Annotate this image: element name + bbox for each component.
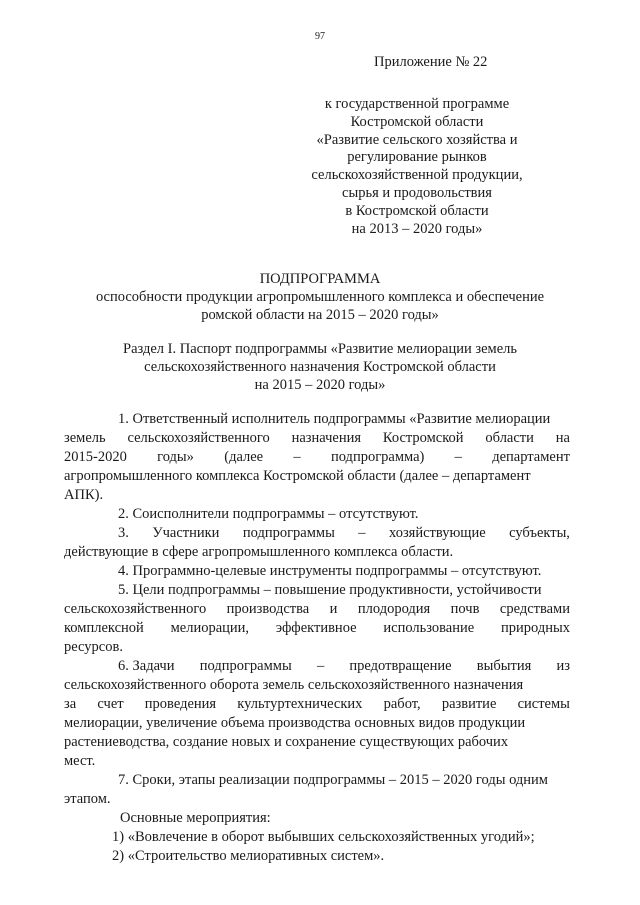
paragraph-line: этапом. [64,791,111,807]
appendix-ref-line: регулирование рынков [347,149,487,166]
subprogram-line: ромской области на 2015 – 2020 годы» [201,307,439,323]
section-heading [0,341,640,394]
appendix-ref-line: сельскохозяйственной продукции, [311,167,523,184]
activity-item: 2) «Строительство мелиоративных систем». [112,848,385,864]
paragraph-line: действующие в сфере агропромышленного комплекса области. [64,544,454,560]
word: и [329,601,338,617]
appendix-ref-line: «Развитие сельского хозяйства и [316,131,518,148]
word: подпрограммы [199,658,292,674]
word: из [556,658,570,674]
appendix-ref-line: в Костромской области [345,202,489,219]
subprogram-title: ПОДПРОГРАММА [259,271,381,287]
paragraph-line: 4. Программно-целевые инструменты подпрограммы – отсутствуют. [118,563,542,579]
word: департамент [492,449,570,465]
word: выбытия [476,658,532,674]
paragraph-line [64,695,570,714]
paragraph-line: растениеводства, создание новых и сохранение существующих рабочих [64,734,509,750]
word: Костромской [382,430,464,446]
activities-heading: Основные мероприятия: [120,810,271,826]
paragraph-line: 7. Сроки, этапы реализации подпрограммы – 2015 – 2020 годы одним [118,772,548,788]
word: Участники [152,525,220,541]
word: 3. [118,525,129,541]
paragraph-line [64,524,570,543]
word: проведения [144,696,217,712]
appendix-title: Приложение № 22 [374,54,488,70]
appendix-ref-line: Костромской области [350,113,484,130]
section-line: Раздел I. Паспорт подпрограммы «Развитие мелиорации земель [123,341,517,357]
paragraph-line: агропромышленного комплекса Костромской области (далее – департамент [64,468,531,484]
word: (далее [224,449,264,465]
word: 6. Задачи [118,658,175,674]
word: подпрограмма) [330,449,425,465]
appendix-ref-line: к государственной программе [324,96,510,112]
word: – [358,525,366,541]
word: плодородия [357,601,431,617]
word: культуртехнических [237,696,363,712]
word: сельскохозяйственного [127,430,270,446]
paragraph-line: 2. Соисполнители подпрограммы – отсутствуют. [118,506,419,522]
subprogram-line: оспособности продукции агропромышленного комплекса и обеспечение [95,289,545,305]
word: на [555,430,570,446]
word: использование [383,620,475,636]
appendix-ref-line: сырья и продовольствия [342,184,492,201]
word: работ, [383,696,421,712]
word: комплексной [64,620,144,636]
paragraph-line [64,657,570,676]
word: счет [97,696,124,712]
paragraph-line [64,600,570,619]
appendix-ref-line: на 2013 – 2020 годы» [351,220,483,237]
word: – [316,658,325,674]
word: почв [450,601,480,617]
word: подпрограммы [242,525,335,541]
paragraph-line [64,619,570,638]
paragraph-line: ресурсов. [64,639,123,655]
paragraph-line: сельскохозяйственного оборота земель сельскохозяйственного назначения [64,677,524,693]
word: развитие [441,696,497,712]
paragraph-line: мест. [64,753,96,769]
word: мелиорации, [170,620,250,636]
paragraph-line: АПК). [64,487,104,503]
word: сельскохозяйственного [64,601,207,617]
paragraph-line [64,429,570,448]
section-line: сельскохозяйственного назначения Костромской области [144,358,496,375]
word: предотвращение [349,658,452,674]
subprogram-heading [0,270,640,324]
word: 2015-2020 [64,449,127,465]
word: природных [501,620,570,636]
paragraph-line: мелиорации, увеличение объема производства основных видов продукции [64,715,526,731]
word: эффективное [275,620,357,636]
word: за [64,696,77,712]
word: средствами [499,601,570,617]
word: производства [226,601,310,617]
word: годы» [157,449,194,465]
word: земель [64,430,106,446]
page-number: 97 [315,31,325,42]
word: системы [517,696,570,712]
word: хозяйствующие [389,525,486,541]
appendix-reference [300,96,534,238]
word: – [454,449,462,465]
word: назначения [291,430,362,446]
activity-item: 1) «Вовлечение в оборот выбывших сельскохозяйственных угодий»; [112,829,535,845]
paragraph-line [64,448,570,467]
word: области [485,430,534,446]
passport-body [64,410,570,866]
word: субъекты, [509,525,570,541]
word: – [293,449,301,465]
paragraph-line: 5. Цели подпрограммы – повышение продуктивности, устойчивости [118,582,542,598]
section-line: на 2015 – 2020 годы» [254,376,386,393]
paragraph-line: 1. Ответственный исполнитель подпрограммы «Развитие мелиорации [118,411,551,427]
